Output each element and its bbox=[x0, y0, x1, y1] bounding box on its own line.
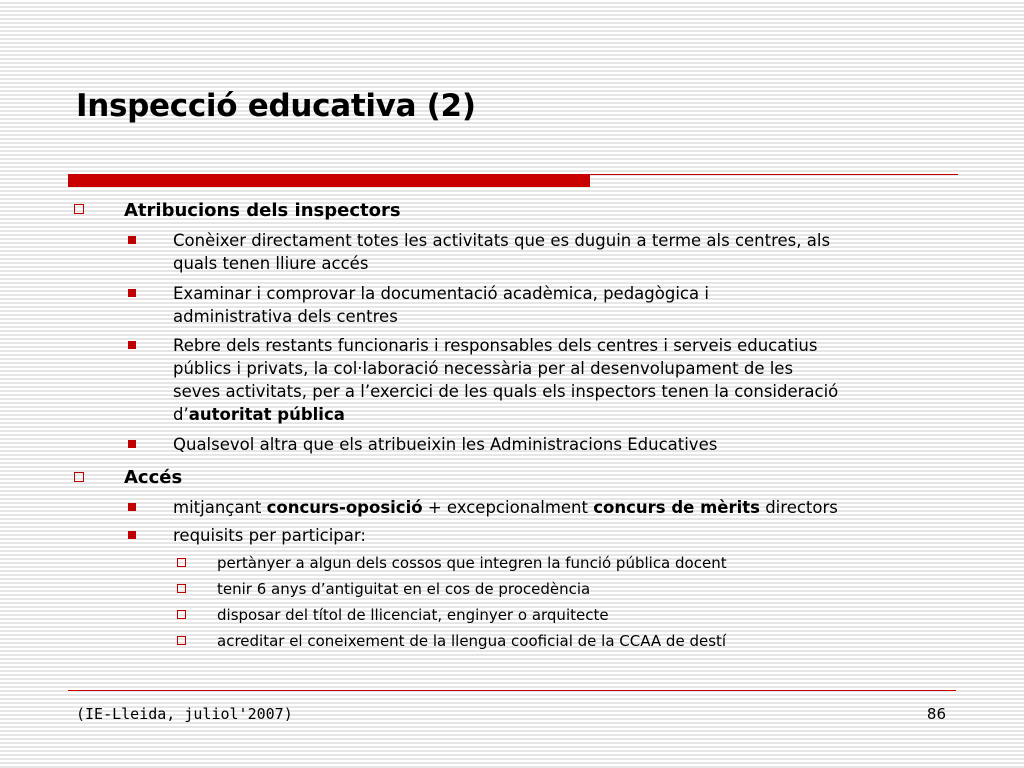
page-number: 86 bbox=[926, 705, 946, 723]
slide-title: Inspecció educativa (2) bbox=[76, 88, 476, 124]
square-bullet-icon bbox=[128, 503, 136, 511]
section-heading: Atribucions dels inspectors bbox=[124, 200, 401, 221]
square-bullet-icon bbox=[128, 289, 136, 297]
list-item: Rebre dels restants funcionaris i responsables dels centres i serveis educatius públics i privats, la col·laboració necessària per al desenvolupament de les seves activitats, per a l’exercici de les quals els inspectors tenen la consideració d’autoritat pública bbox=[173, 336, 839, 424]
list-item: disposar del títol de llicenciat, enginyer o arquitecte bbox=[217, 606, 609, 624]
section-heading: Accés bbox=[124, 467, 183, 488]
list-item: Examinar i comprovar la documentació acadèmica, pedagògica i administrativa dels centres bbox=[173, 284, 709, 326]
hollow-square-bullet-icon bbox=[177, 636, 186, 645]
hollow-square-bullet-icon bbox=[74, 204, 84, 214]
footer-source: (IE-Lleida, juliol'2007) bbox=[76, 705, 293, 723]
list-item: Qualsevol altra que els atribueixin les Administracions Educatives bbox=[173, 435, 718, 454]
square-bullet-icon bbox=[128, 440, 136, 448]
hollow-square-bullet-icon bbox=[177, 584, 186, 593]
list-item: pertànyer a algun dels cossos que integren la funció pública docent bbox=[217, 554, 727, 572]
list-item: mitjançant concurs-oposició + excepcionalment concurs de mèrits directors bbox=[173, 498, 838, 517]
footer-rule bbox=[68, 690, 956, 691]
hollow-square-bullet-icon bbox=[177, 558, 186, 567]
list-item: Conèixer directament totes les activitats que es duguin a terme als centres, als quals tenen lliure accés bbox=[173, 231, 831, 273]
title-accent-bar bbox=[68, 175, 590, 187]
list-item: requisits per participar: bbox=[173, 526, 366, 545]
square-bullet-icon bbox=[128, 236, 136, 244]
hollow-square-bullet-icon bbox=[177, 610, 186, 619]
list-item: acreditar el coneixement de la llengua cooficial de la CCAA de destí bbox=[217, 632, 727, 650]
hollow-square-bullet-icon bbox=[74, 472, 84, 482]
list-item: tenir 6 anys d’antiguitat en el cos de procedència bbox=[217, 580, 591, 598]
square-bullet-icon bbox=[128, 341, 136, 349]
square-bullet-icon bbox=[128, 531, 136, 539]
